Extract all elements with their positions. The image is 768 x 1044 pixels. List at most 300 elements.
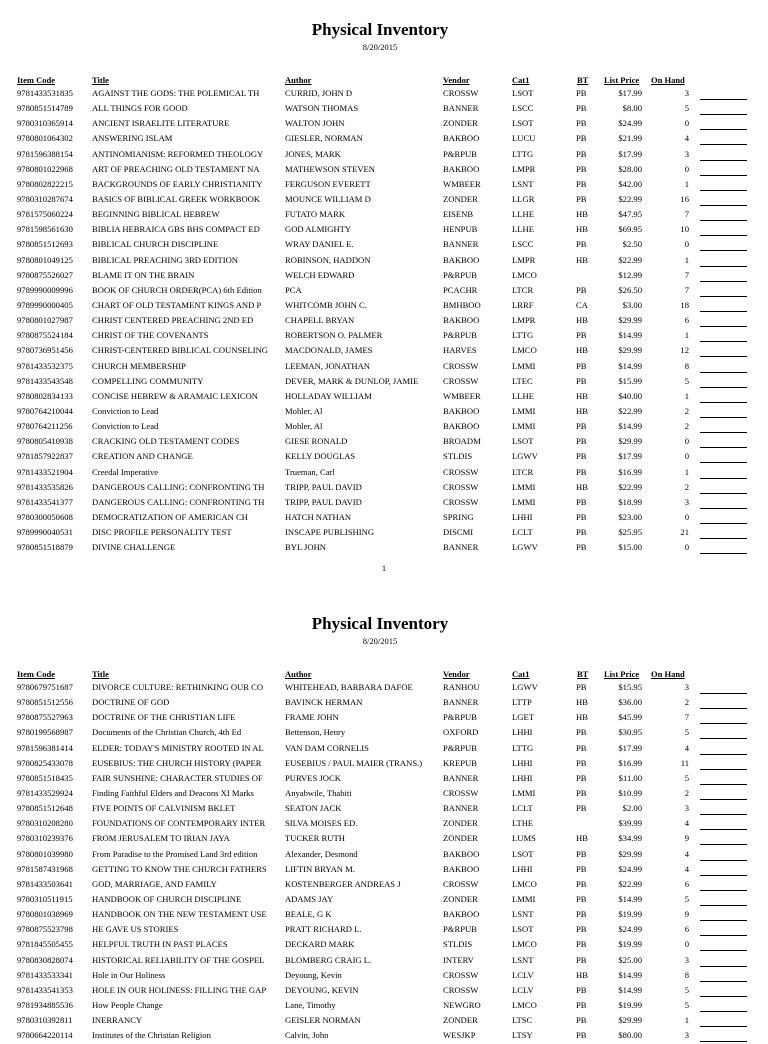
table-row [0, 696, 768, 711]
report-date: 8/20/2015 [362, 42, 398, 52]
count-entry-line[interactable] [700, 802, 747, 815]
item-list-price: $14.99 [618, 360, 642, 371]
table-row [0, 969, 768, 984]
item-author: MATHEWSON STEVEN [285, 163, 375, 174]
item-author: WELCH EDWARD [285, 269, 355, 280]
item-list-price: $29.99 [618, 345, 642, 356]
item-author: INSCAPE PUBLISHING [285, 527, 375, 538]
item-title: FOUNDATIONS OF CONTEMPORARY INTER [92, 818, 266, 829]
count-entry-line[interactable] [700, 87, 747, 100]
item-author: Bettenson, Henry [285, 727, 346, 738]
item-title: HELPFUL TRUTH IN PAST PLACES [92, 939, 228, 950]
item-bt: PB [576, 330, 587, 341]
count-entry-line[interactable] [700, 711, 747, 724]
item-author: VAN DAM CORNELIS [285, 742, 369, 753]
item-list-price: $22.99 [618, 878, 642, 889]
count-entry-line[interactable] [700, 817, 747, 830]
item-author: BLOMBERG CRAIG L. [285, 954, 372, 965]
item-list-price: $17.99 [618, 451, 642, 462]
item-list-price: $2.00 [622, 803, 642, 814]
item-cat1: LMCO [512, 878, 537, 889]
item-vendor: CROSSW [443, 375, 479, 386]
item-vendor: BANNER [443, 697, 479, 708]
table-row [0, 223, 768, 238]
item-author: BYL JOHN [285, 542, 326, 553]
item-code: 9781433535826 [17, 481, 73, 492]
item-on-hand: 1 [684, 390, 689, 401]
count-entry-line[interactable] [700, 742, 747, 755]
item-list-price: $47.95 [618, 209, 642, 220]
item-bt: PB [576, 787, 587, 798]
count-entry-line[interactable] [700, 238, 747, 251]
table-row [0, 511, 768, 526]
table-row [0, 802, 768, 817]
header-item-code: Item Code [17, 669, 56, 679]
item-list-price: $29.99 [618, 1015, 642, 1026]
table-row [0, 526, 768, 541]
table-row [0, 102, 768, 117]
item-code: 9780736951456 [17, 345, 73, 356]
item-title: ART OF PREACHING OLD TESTAMENT NA [92, 163, 260, 174]
item-bt: HB [576, 712, 588, 723]
header-on-hand: On Hand [651, 669, 685, 679]
item-author: EUSEBIUS / PAUL MAIER (TRANS.) [285, 757, 423, 768]
count-entry-line[interactable] [700, 696, 747, 709]
item-list-price: $69.95 [618, 224, 642, 235]
item-cat1: LHHI [512, 757, 533, 768]
item-bt: PB [576, 727, 587, 738]
count-entry-line[interactable] [700, 435, 747, 448]
item-code: 9780764211256 [17, 421, 73, 432]
count-entry-line[interactable] [700, 102, 747, 115]
item-code: 9780851512648 [17, 803, 73, 814]
item-list-price: $45.99 [618, 712, 642, 723]
table-row [0, 954, 768, 969]
item-cat1: LSCC [512, 239, 534, 250]
item-list-price: $10.99 [618, 787, 642, 798]
item-author: LIFTIN BRYAN M. [285, 863, 355, 874]
count-entry-line[interactable] [700, 405, 747, 418]
item-bt: PB [576, 878, 587, 889]
item-vendor: BAKBOO [443, 909, 480, 920]
item-code: 9780875524184 [17, 330, 73, 341]
header-list-price: List Price [604, 75, 640, 85]
count-entry-line[interactable] [700, 848, 747, 861]
item-vendor: INTERV [443, 954, 474, 965]
item-list-price: $14.99 [618, 984, 642, 995]
item-list-price: $29.99 [618, 848, 642, 859]
item-cat1: LSNT [512, 909, 534, 920]
count-entry-line[interactable] [700, 1029, 747, 1042]
table-row [0, 832, 768, 847]
item-cat1: LHHI [512, 511, 533, 522]
item-author: TRIPP, PAUL DAVID [285, 481, 362, 492]
item-code: 9780851518879 [17, 542, 73, 553]
item-code: 9780805410938 [17, 436, 73, 447]
item-on-hand: 16 [680, 193, 689, 204]
table-row [0, 496, 768, 511]
count-entry-line[interactable] [700, 117, 747, 130]
item-author: HATCH NATHAN [285, 511, 352, 522]
item-cat1: LCLT [512, 527, 533, 538]
item-on-hand: 4 [684, 863, 689, 874]
item-author: TRIPP, PAUL DAVID [285, 496, 362, 507]
table-row [0, 375, 768, 390]
item-vendor: BAKBOO [443, 405, 480, 416]
item-author: DECKARD MARK [285, 939, 355, 950]
item-bt: PB [576, 893, 587, 904]
item-vendor: PCACHR [443, 284, 478, 295]
item-list-price: $29.99 [618, 315, 642, 326]
item-list-price: $22.99 [618, 254, 642, 265]
item-bt: PB [576, 848, 587, 859]
item-bt: PB [576, 954, 587, 965]
count-entry-line[interactable] [700, 284, 747, 297]
count-entry-line[interactable] [700, 466, 747, 479]
item-bt: PB [576, 178, 587, 189]
item-vendor: P&RPUB [443, 269, 477, 280]
item-code: 9780825433078 [17, 757, 73, 768]
item-author: KOSTENBERGER ANDREAS J [285, 878, 401, 889]
item-author: ROBINSON, HADDON [285, 254, 371, 265]
item-code: 9780310392811 [17, 1015, 73, 1026]
item-list-price: $30.95 [618, 727, 642, 738]
item-list-price: $17.99 [618, 148, 642, 159]
item-bt: PB [576, 1015, 587, 1026]
item-cat1: LGET [512, 712, 534, 723]
count-entry-line[interactable] [700, 450, 747, 463]
item-author: DEVER, MARK & DUNLOP, JAMIE [285, 375, 419, 386]
item-on-hand: 9 [684, 909, 689, 920]
item-vendor: BAKBOO [443, 254, 480, 265]
item-vendor: ZONDER [443, 818, 478, 829]
item-cat1: LHHI [512, 727, 533, 738]
item-title: BIBLICAL CHURCH DISCIPLINE [92, 239, 219, 250]
table-row [0, 390, 768, 405]
item-bt: PB [576, 375, 587, 386]
item-cat1: LMPR [512, 315, 536, 326]
item-cat1: LSOT [512, 118, 534, 129]
item-title: BASICS OF BIBLICAL GREEK WORKBOOK [92, 193, 261, 204]
count-entry-line[interactable] [700, 908, 747, 921]
item-list-price: $19.99 [618, 999, 642, 1010]
count-entry-line[interactable] [700, 511, 747, 524]
item-code: 9780801064302 [17, 133, 73, 144]
item-list-price: $42.00 [618, 178, 642, 189]
item-vendor: STLDIS [443, 939, 473, 950]
item-bt: PB [576, 148, 587, 159]
table-row [0, 163, 768, 178]
item-vendor: KREPUB [443, 757, 477, 768]
item-vendor: BROADM [443, 436, 481, 447]
item-title: DANGEROUS CALLING: CONFRONTING TH [92, 496, 265, 507]
count-entry-line[interactable] [700, 893, 747, 906]
item-code: 9781857922837 [17, 451, 73, 462]
item-vendor: P&RPUB [443, 712, 477, 723]
item-author: BAVINCK HERMAN [285, 697, 363, 708]
item-bt: PB [576, 803, 587, 814]
item-list-price: $24.99 [618, 924, 642, 935]
count-entry-line[interactable] [700, 314, 747, 327]
item-on-hand: 2 [684, 481, 689, 492]
count-entry-line[interactable] [700, 938, 747, 951]
count-entry-line[interactable] [700, 329, 747, 342]
item-bt: PB [576, 772, 587, 783]
count-entry-line[interactable] [700, 757, 747, 770]
item-code: 9780801039980 [17, 848, 73, 859]
item-on-hand: 3 [684, 954, 689, 965]
item-author: WATSON THOMAS [285, 103, 359, 114]
item-list-price: $14.99 [618, 893, 642, 904]
count-entry-line[interactable] [700, 269, 747, 282]
item-vendor: CROSSW [443, 466, 479, 477]
item-list-price: $14.99 [618, 421, 642, 432]
item-vendor: BANNER [443, 239, 479, 250]
count-entry-line[interactable] [700, 193, 747, 206]
count-entry-line[interactable] [700, 208, 747, 221]
item-on-hand: 8 [684, 969, 689, 980]
item-list-price: $23.00 [618, 511, 642, 522]
item-list-price: $28.00 [618, 163, 642, 174]
count-entry-line[interactable] [700, 832, 747, 845]
count-entry-line[interactable] [700, 360, 747, 373]
count-entry-line[interactable] [700, 726, 747, 739]
item-vendor: CROSSW [443, 969, 479, 980]
item-title: FAIR SUNSHINE: CHARACTER STUDIES OF [92, 772, 263, 783]
item-author: KELLY DOUGLAS [285, 451, 356, 462]
item-cat1: LTTP [512, 697, 532, 708]
item-title: Creedal Imperative [92, 466, 159, 477]
item-on-hand: 21 [680, 527, 689, 538]
table-row [0, 269, 768, 284]
item-author: PURVES JOCK [285, 772, 341, 783]
item-title: DEMOCRATIZATION OF AMERICAN CH [92, 511, 248, 522]
item-bt: HB [576, 697, 588, 708]
item-cat1: LSOT [512, 848, 534, 859]
item-code: 9781598561630 [17, 224, 73, 235]
count-entry-line[interactable] [700, 223, 747, 236]
item-list-price: $24.99 [618, 863, 642, 874]
header-title: Title [92, 75, 109, 85]
inventory-table [0, 681, 768, 1044]
count-entry-line[interactable] [700, 390, 747, 403]
page-title: Physical Inventory [311, 20, 449, 39]
item-vendor: BMHBOO [443, 299, 481, 310]
item-bt: PB [576, 909, 587, 920]
item-cat1: LMMI [512, 787, 536, 798]
item-code: 9780875526027 [17, 269, 73, 280]
item-author: GEISLER NORMAN [285, 1015, 361, 1026]
item-cat1: LTHE [512, 818, 534, 829]
item-code: 9780851514789 [17, 103, 73, 114]
item-on-hand: 4 [684, 848, 689, 859]
count-entry-line[interactable] [700, 148, 747, 161]
item-vendor: CROSSW [443, 984, 479, 995]
table-row [0, 681, 768, 696]
count-entry-line[interactable] [700, 132, 747, 145]
item-cat1: LSOT [512, 924, 534, 935]
header-title: Title [92, 669, 109, 679]
count-entry-line[interactable] [700, 163, 747, 176]
item-author: WHITCOMB JOHN C. [285, 299, 367, 310]
item-on-hand: 9 [684, 833, 689, 844]
count-entry-line[interactable] [700, 863, 747, 876]
item-bt: HB [576, 224, 588, 235]
item-code: 9780764210044 [17, 405, 73, 416]
table-row [0, 314, 768, 329]
item-on-hand: 7 [684, 284, 689, 295]
count-entry-line[interactable] [700, 526, 747, 539]
count-entry-line[interactable] [700, 878, 747, 891]
item-title: HISTORICAL RELIABILITY OF THE GOSPEL [92, 954, 265, 965]
table-row [0, 984, 768, 999]
item-bt: PB [576, 360, 587, 371]
item-list-price: $25.00 [618, 954, 642, 965]
item-code: 9781433503641 [17, 878, 73, 889]
item-on-hand: 3 [684, 148, 689, 159]
count-entry-line[interactable] [700, 178, 747, 191]
item-vendor: HENPUB [443, 224, 478, 235]
table-row [0, 238, 768, 253]
count-entry-line[interactable] [700, 999, 747, 1012]
table-row [0, 344, 768, 359]
item-cat1: LLHE [512, 224, 534, 235]
count-entry-line[interactable] [700, 984, 747, 997]
item-on-hand: 3 [684, 682, 689, 692]
item-code: 9780199568987 [17, 727, 73, 738]
item-author: ROBERTSON O. PALMER [285, 330, 383, 341]
item-title: Documents of the Christian Church, 4th Ed [92, 727, 242, 738]
item-vendor: HARVES [443, 345, 477, 356]
item-on-hand: 1 [684, 178, 689, 189]
header-bt: BT [577, 669, 589, 679]
item-cat1: LMPR [512, 254, 536, 265]
item-code: 9780310208280 [17, 818, 73, 829]
item-code: 9780875527963 [17, 712, 73, 723]
item-list-price: $22.99 [618, 193, 642, 204]
item-title: DOCTRINE OF THE CHRISTIAN LIFE [92, 712, 236, 723]
item-title: GETTING TO KNOW THE CHURCH FATHERS [92, 863, 267, 874]
count-entry-line[interactable] [700, 344, 747, 357]
item-cat1: LSCC [512, 103, 534, 114]
item-author: PCA [285, 284, 302, 295]
item-code: 9780664220114 [17, 1030, 73, 1041]
count-entry-line[interactable] [700, 923, 747, 936]
item-bt: PB [576, 421, 587, 432]
item-code: 9789990000405 [17, 299, 73, 310]
item-code: 9780851518435 [17, 772, 73, 783]
count-entry-line[interactable] [700, 254, 747, 267]
item-author: Deyoung, Kevin [285, 969, 342, 980]
item-title: HOLE IN OUR HOLINESS: FILLING THE GAP [92, 984, 267, 995]
item-list-price: $21.99 [618, 133, 642, 144]
item-code: 9781596381414 [17, 742, 73, 753]
count-entry-line[interactable] [700, 496, 747, 509]
item-cat1: LSNT [512, 954, 534, 965]
item-code: 9781433541353 [17, 984, 73, 995]
item-author: Anyabwile, Thabiti [285, 787, 352, 798]
item-on-hand: 1 [684, 466, 689, 477]
item-vendor: CROSSW [443, 878, 479, 889]
item-title: DIVORCE CULTURE: RETHINKING OUR CO [92, 682, 264, 692]
table-row [0, 254, 768, 269]
table-row [0, 999, 768, 1014]
count-entry-line[interactable] [700, 375, 747, 388]
item-title: BEGINNING BIBLICAL HEBREW [92, 209, 220, 220]
item-on-hand: 4 [684, 133, 689, 144]
item-on-hand: 5 [684, 727, 689, 738]
count-entry-line[interactable] [700, 481, 747, 494]
item-title: CHRIST OF THE COVENANTS [92, 330, 209, 341]
item-title: From Paradise to the Promised Land 3rd edition [92, 848, 258, 859]
item-cat1: LMMI [512, 481, 536, 492]
item-bt: PB [576, 436, 587, 447]
item-on-hand: 3 [684, 88, 689, 98]
item-on-hand: 6 [684, 924, 689, 935]
header-cat1: Cat1 [512, 669, 530, 679]
item-on-hand: 18 [680, 299, 689, 310]
item-vendor: CROSSW [443, 787, 479, 798]
item-code: 9780801038969 [17, 909, 73, 920]
table-row [0, 923, 768, 938]
item-title: CONCISE HEBREW & ARAMAIC LEXICON [92, 390, 258, 401]
count-entry-line[interactable] [700, 772, 747, 785]
item-author: WRAY DANIEL E. [285, 239, 354, 250]
item-vendor: BANNER [443, 772, 479, 783]
header-cat1: Cat1 [512, 75, 530, 85]
item-on-hand: 2 [684, 405, 689, 416]
count-entry-line[interactable] [700, 420, 747, 433]
count-entry-line[interactable] [700, 299, 747, 312]
item-list-price: $19.99 [618, 909, 642, 920]
item-vendor: P&RPUB [443, 742, 477, 753]
table-row [0, 541, 768, 556]
item-code: 9789990040531 [17, 527, 73, 538]
item-bt: PB [576, 193, 587, 204]
item-vendor: EISENB [443, 209, 474, 220]
item-vendor: WESJKP [443, 1030, 476, 1041]
item-list-price: $29.99 [618, 436, 642, 447]
item-vendor: BAKBOO [443, 133, 480, 144]
item-code: 9781934885536 [17, 999, 73, 1010]
header-bt: BT [577, 75, 589, 85]
count-entry-line[interactable] [700, 681, 747, 694]
item-bt: HB [576, 390, 588, 401]
item-vendor: P&RPUB [443, 924, 477, 935]
item-cat1: LCLT [512, 803, 533, 814]
item-list-price: $22.99 [618, 405, 642, 416]
item-cat1: LTTG [512, 148, 534, 159]
count-entry-line[interactable] [700, 954, 747, 967]
item-bt: PB [576, 1030, 587, 1041]
table-row [0, 360, 768, 375]
count-entry-line[interactable] [700, 541, 747, 554]
item-code: 9781433521904 [17, 466, 73, 477]
count-entry-line[interactable] [700, 1014, 747, 1027]
table-row [0, 893, 768, 908]
item-title: BIBLICAL PREACHING 3RD EDITION [92, 254, 239, 265]
count-entry-line[interactable] [700, 787, 747, 800]
item-title: CHRIST-CENTERED BIBLICAL COUNSELING [92, 345, 269, 356]
item-cat1: LTCR [512, 466, 534, 477]
item-author: FUTATO MARK [285, 209, 346, 220]
count-entry-line[interactable] [700, 969, 747, 982]
item-vendor: CROSSW [443, 496, 479, 507]
item-code: 9781433531835 [17, 88, 73, 98]
table-row [0, 178, 768, 193]
table-row [0, 87, 768, 102]
item-bt: PB [576, 284, 587, 295]
